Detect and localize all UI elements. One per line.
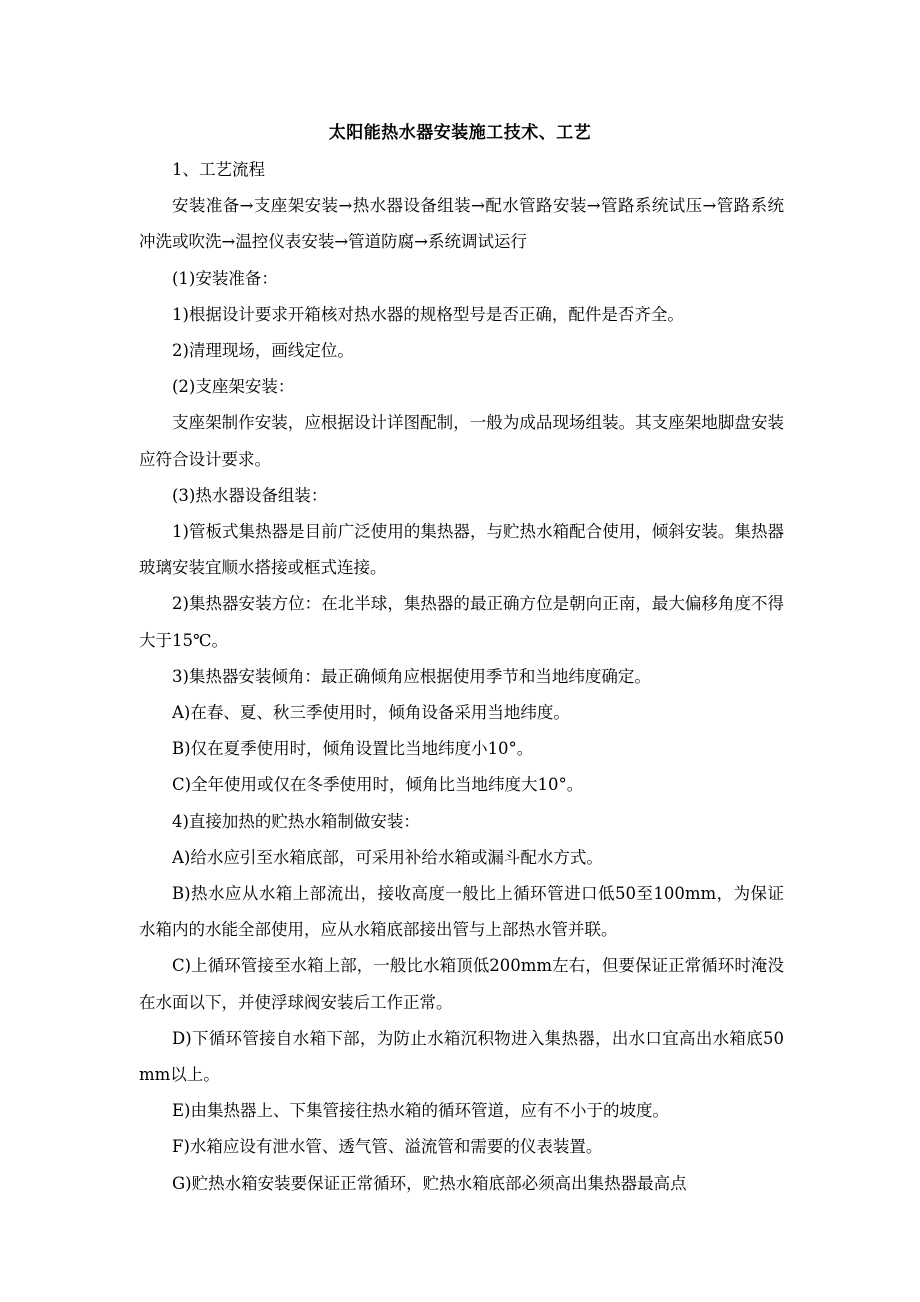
paragraph: A)在春、夏、秋三季使用时，倾角设备采用当地纬度。 [172,703,570,723]
section-heading-process: 1、工艺流程 [172,160,265,179]
paragraph: 2)集热器安装方位：在北半球，集热器的最正确方位是朝向正南，最大偏移角度不得大于15℃。 [139,594,784,650]
paragraph: B)仅在夏季使用时，倾角设置比当地纬度小10°。 [172,739,534,759]
subheading-support-frame: (2)支座架安装： [172,377,295,397]
paragraph: G)贮热水箱安装要保证正常循环，贮热水箱底部必须高出集热器最高点 [172,1173,687,1193]
paragraph: D)下循环管接自水箱下部，为防止水箱沉积物进入集热器，出水口宜高出水箱底50mm以上。 [139,1028,784,1085]
paragraph: 2)清理现场，画线定位。 [172,341,354,361]
document-title: 太阳能热水器安装施工技术、工艺 [328,123,592,143]
paragraph: C)上循环管接至水箱上部，一般比水箱顶低200mm左右，但要保证正常循环时淹没在水面以下，并使浮球阀安装后工作正常。 [139,956,784,1012]
paragraph: F)水箱应设有泄水管、透气管、溢流管和需要的仪表装置。 [172,1137,603,1157]
paragraph: 1)管板式集热器是目前广泛使用的集热器，与贮热水箱配合使用，倾斜安装。集热器玻璃安装宜顺水搭接或框式连接。 [139,522,784,578]
subheading-preparation: (1)安装准备： [172,268,278,288]
process-flow-text: 安装准备→支座架安装→热水器设备组装→配水管路安装→管路系统试压→管路系统冲洗或吹洗→温控仪表安装→管道防腐→系统调试运行 [139,196,784,252]
document-body [139,152,784,1202]
paragraph: 支座架制作安装，应根据设计详图配制，一般为成品现场组装。其支座架地脚盘安装应符合设计要求。 [139,413,784,469]
paragraph: A)给水应引至水箱底部，可采用补给水箱或漏斗配水方式。 [172,847,603,867]
paragraph: C)全年使用或仅在冬季使用时，倾角比当地纬度大10°。 [172,775,584,795]
subheading-equipment-assembly: (3)热水器设备组装： [172,485,328,505]
paragraph: 4)直接加热的贮热水箱制做安装： [172,811,420,831]
paragraph: B)热水应从水箱上部流出，接收高度一般比上循环管进口低50至100mm，为保证水箱内的水能全部使用，应从水箱底部接出管与上部热水管并联。 [139,884,784,940]
paragraph: E)由集热器上、下集管接往热水箱的循环管道，应有不小于的坡度。 [172,1101,669,1121]
paragraph: 3)集热器安装倾角：最正确倾角应根据使用季节和当地纬度确定。 [172,666,651,686]
paragraph: 1)根据设计要求开箱核对热水器的规格型号是否正确，配件是否齐全。 [172,304,684,324]
